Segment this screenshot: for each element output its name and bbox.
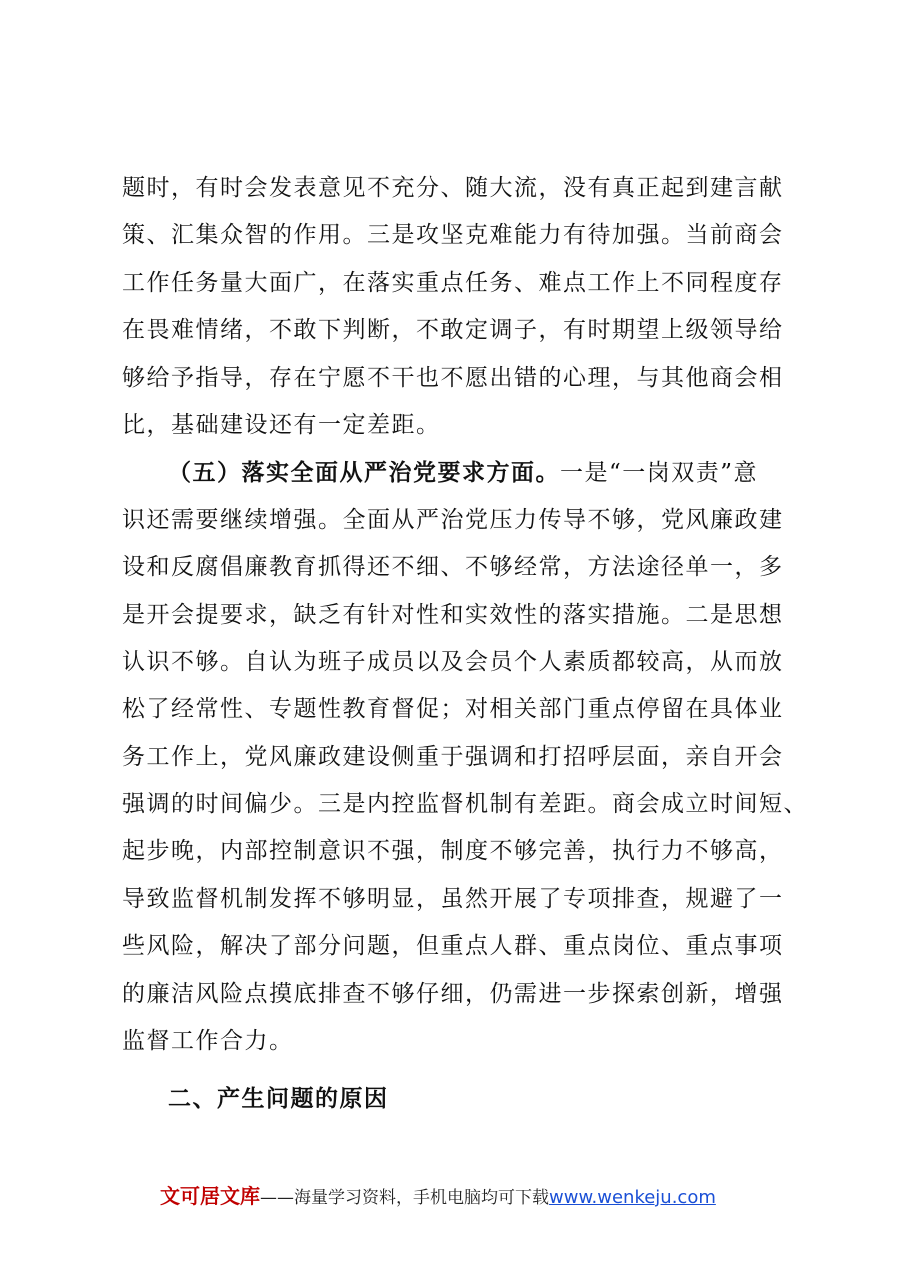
text-line: 在畏难情绪，不敢下判断，不敢定调子，有时期望上级领导给 <box>122 317 784 344</box>
section-heading: 二、产生问题的原因 <box>168 1085 389 1113</box>
text-line: 比，基础建设还有一定差距。 <box>122 411 441 438</box>
text-line: 认识不够。自认为班子成员以及会员个人素质都较高，从而放 <box>122 648 784 675</box>
text-line: 务工作上，党风廉政建设侧重于强调和打招呼层面，亲自开会 <box>122 743 784 770</box>
footer-tagline: ——海量学习资料，手机电脑均可下载 <box>260 1188 549 1208</box>
text-line: 起步晚，内部控制意识不强，制度不够完善，执行力不够高， <box>122 838 784 865</box>
text-line: 松了经常性、专题性教育督促；对相关部门重点停留在具体业 <box>122 696 784 723</box>
text-line: 工作任务量大面广，在落实重点任务、难点工作上不同程度存 <box>122 269 784 296</box>
text-line: 是开会提要求，缺乏有针对性和实效性的落实措施。二是思想 <box>122 601 784 628</box>
text-line: 的廉洁风险点摸底排查不够仔细，仍需进一步探索创新，增强 <box>122 980 784 1007</box>
text-line: 强调的时间偏少。三是内控监督机制有差距。商会成立时间短、 <box>122 791 808 818</box>
section-lead-line <box>122 449 802 496</box>
section-lead-text: 一是“一岗双责”意 <box>560 460 759 487</box>
text-line: 题时，有时会发表意见不充分、随大流，没有真正起到建言献 <box>122 175 784 201</box>
footer-banner <box>160 1181 780 1211</box>
text-line: 些风险，解决了部分问题，但重点人群、重点岗位、重点事项 <box>122 933 784 960</box>
section-title-five: （五）落实全面从严治党要求方面。 <box>168 459 560 487</box>
text-line: 监督工作合力。 <box>122 1028 294 1055</box>
text-line: 导致监督机制发挥不够明显，虽然开展了专项排查，规避了一 <box>122 885 784 912</box>
document-body <box>122 165 808 1119</box>
text-line: 识还需要继续增强。全面从严治党压力传导不够，党风廉政建 <box>122 506 784 533</box>
text-line: 够给予指导，存在宁愿不干也不愿出错的心理，与其他商会相 <box>122 364 784 391</box>
text-line: 设和反腐倡廉教育抓得还不细、不够经常，方法途径单一，多 <box>122 554 784 581</box>
footer-link[interactable]: www.wenkeju.com <box>549 1187 716 1208</box>
text-line: 策、汇集众智的作用。三是攻坚克难能力有待加强。当前商会 <box>122 222 784 249</box>
footer-brand: 文可居文库 <box>160 1184 260 1208</box>
